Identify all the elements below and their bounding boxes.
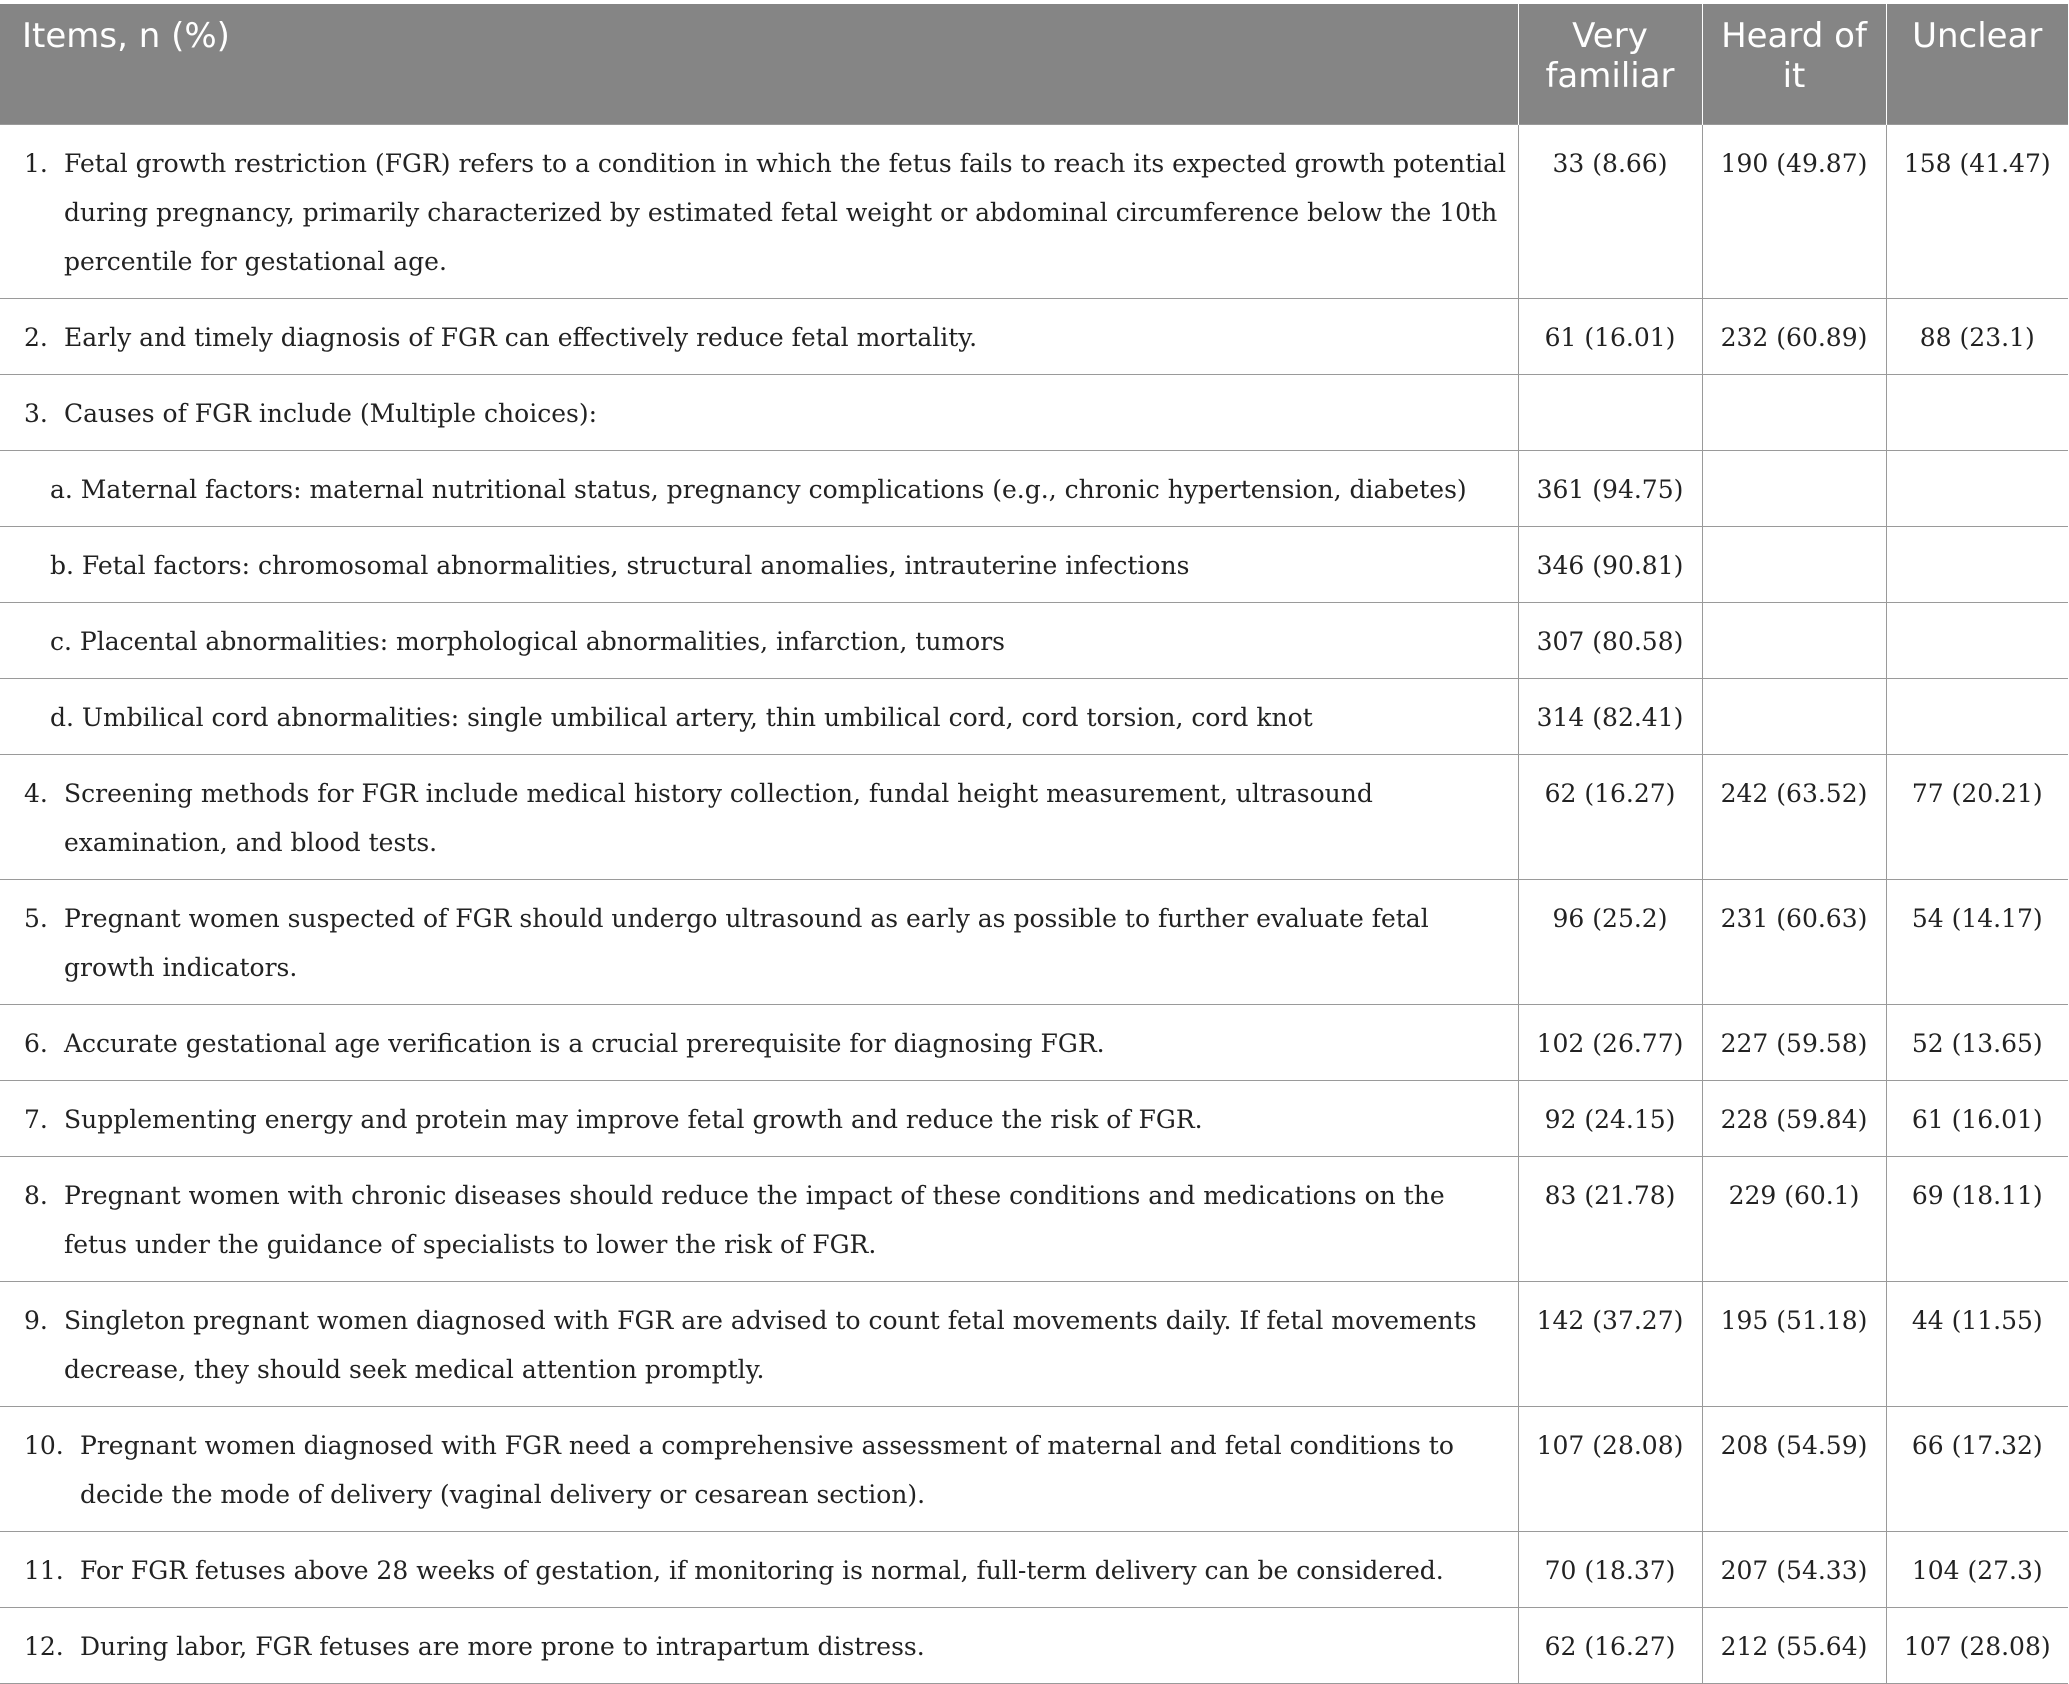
- very-familiar-cell: 96 (25.2): [1518, 880, 1702, 1005]
- unclear-cell: 54 (14.17): [1886, 880, 2068, 1005]
- unclear-cell: [1886, 603, 2068, 679]
- item-number: 2.: [24, 323, 48, 352]
- knowledge-table: [0, 4, 2068, 1684]
- heard-of-it-cell: 208 (54.59): [1702, 1407, 1886, 1532]
- very-familiar-cell: 361 (94.75): [1518, 451, 1702, 527]
- item-text: Pregnant women with chronic diseases should reduce the impact of these conditions and medications on the fetus under the guidance of specialists to lower the risk of FGR.: [64, 1181, 1445, 1259]
- item-text: Early and timely diagnosis of FGR can effectively reduce fetal mortality.: [64, 323, 978, 352]
- item-cell: [0, 375, 1518, 451]
- header-row: [0, 4, 2068, 125]
- table-row: [0, 451, 2068, 527]
- table-row: [0, 527, 2068, 603]
- item-number: 3.: [24, 399, 48, 428]
- item-cell: [0, 880, 1518, 1005]
- unclear-cell: 104 (27.3): [1886, 1532, 2068, 1608]
- table-header: [0, 4, 2068, 125]
- unclear-cell: [1886, 451, 2068, 527]
- very-familiar-cell: 107 (28.08): [1518, 1407, 1702, 1532]
- item-text: Pregnant women diagnosed with FGR need a comprehensive assessment of maternal and fetal conditions to decide the mode of delivery (vaginal delivery or cesarean section).: [80, 1431, 1454, 1509]
- item-number: 1.: [24, 149, 48, 178]
- heard-of-it-cell: [1702, 679, 1886, 755]
- table-row: [0, 679, 2068, 755]
- heard-of-it-cell: 231 (60.63): [1702, 880, 1886, 1005]
- heard-of-it-cell: 228 (59.84): [1702, 1081, 1886, 1157]
- item-number: 9.: [24, 1306, 48, 1335]
- unclear-cell: 107 (28.08): [1886, 1608, 2068, 1684]
- heard-of-it-cell: [1702, 375, 1886, 451]
- item-cell: [0, 527, 1518, 603]
- item-cell: [0, 603, 1518, 679]
- item-text: Supplementing energy and protein may improve fetal growth and reduce the risk of FGR.: [64, 1105, 1203, 1134]
- very-familiar-cell: 346 (90.81): [1518, 527, 1702, 603]
- item-text: Singleton pregnant women diagnosed with FGR are advised to count fetal movements daily. If fetal movements decrease, they should seek medical attention promptly.: [64, 1306, 1477, 1384]
- very-familiar-cell: 70 (18.37): [1518, 1532, 1702, 1608]
- unclear-cell: [1886, 679, 2068, 755]
- table-row: [0, 125, 2068, 299]
- unclear-cell: [1886, 527, 2068, 603]
- heard-of-it-cell: 195 (51.18): [1702, 1282, 1886, 1407]
- item-text: Pregnant women suspected of FGR should undergo ultrasound as early as possible to further evaluate fetal growth indicators.: [64, 904, 1429, 982]
- unclear-cell: 52 (13.65): [1886, 1005, 2068, 1081]
- item-text: c. Placental abnormalities: morphological abnormalities, infarction, tumors: [50, 627, 1005, 656]
- heard-of-it-cell: 232 (60.89): [1702, 299, 1886, 375]
- item-text: Causes of FGR include (Multiple choices):: [64, 399, 597, 428]
- table-row: [0, 880, 2068, 1005]
- item-cell: [0, 755, 1518, 880]
- unclear-cell: 158 (41.47): [1886, 125, 2068, 299]
- item-number: 7.: [24, 1105, 48, 1134]
- item-cell: [0, 125, 1518, 299]
- item-text: Screening methods for FGR include medical history collection, fundal height measurement, ultrasound examination, and blood tests.: [64, 779, 1373, 857]
- table-body: [0, 125, 2068, 1684]
- heard-of-it-cell: 190 (49.87): [1702, 125, 1886, 299]
- item-text: For FGR fetuses above 28 weeks of gestation, if monitoring is normal, full-term delivery can be considered.: [80, 1556, 1444, 1585]
- item-cell: [0, 1608, 1518, 1684]
- very-familiar-cell: 92 (24.15): [1518, 1081, 1702, 1157]
- very-familiar-cell: 62 (16.27): [1518, 755, 1702, 880]
- unclear-cell: 44 (11.55): [1886, 1282, 2068, 1407]
- table-row: [0, 299, 2068, 375]
- table-row: [0, 1532, 2068, 1608]
- table-row: [0, 1005, 2068, 1081]
- unclear-cell: 66 (17.32): [1886, 1407, 2068, 1532]
- very-familiar-cell: 102 (26.77): [1518, 1005, 1702, 1081]
- header-very-familiar: Very familiar: [1518, 4, 1702, 125]
- table-row: [0, 755, 2068, 880]
- item-text: b. Fetal factors: chromosomal abnormalities, structural anomalies, intrauterine infections: [50, 551, 1190, 580]
- item-cell: [0, 1157, 1518, 1282]
- very-familiar-cell: 33 (8.66): [1518, 125, 1702, 299]
- item-text: a. Maternal factors: maternal nutritional status, pregnancy complications (e.g., chronic hypertension, diabetes): [50, 475, 1467, 504]
- unclear-cell: [1886, 375, 2068, 451]
- very-familiar-cell: 314 (82.41): [1518, 679, 1702, 755]
- table-row: [0, 1157, 2068, 1282]
- item-number: 10.: [24, 1431, 64, 1460]
- table-row: [0, 1282, 2068, 1407]
- table-row: [0, 1407, 2068, 1532]
- unclear-cell: 88 (23.1): [1886, 299, 2068, 375]
- item-number: 4.: [24, 779, 48, 808]
- heard-of-it-cell: [1702, 451, 1886, 527]
- heard-of-it-cell: 227 (59.58): [1702, 1005, 1886, 1081]
- item-cell: [0, 451, 1518, 527]
- header-items: Items, n (%): [0, 4, 1518, 125]
- table-row: [0, 1608, 2068, 1684]
- item-number: 12.: [24, 1632, 64, 1661]
- unclear-cell: 61 (16.01): [1886, 1081, 2068, 1157]
- very-familiar-cell: [1518, 375, 1702, 451]
- item-cell: [0, 1005, 1518, 1081]
- very-familiar-cell: 62 (16.27): [1518, 1608, 1702, 1684]
- table-row: [0, 375, 2068, 451]
- item-cell: [0, 1081, 1518, 1157]
- item-number: 5.: [24, 904, 48, 933]
- heard-of-it-cell: 212 (55.64): [1702, 1608, 1886, 1684]
- item-text: d. Umbilical cord abnormalities: single umbilical artery, thin umbilical cord, cord torsion, cord knot: [50, 703, 1313, 732]
- unclear-cell: 77 (20.21): [1886, 755, 2068, 880]
- very-familiar-cell: 307 (80.58): [1518, 603, 1702, 679]
- heard-of-it-cell: [1702, 603, 1886, 679]
- heard-of-it-cell: [1702, 527, 1886, 603]
- very-familiar-cell: 142 (37.27): [1518, 1282, 1702, 1407]
- heard-of-it-cell: 229 (60.1): [1702, 1157, 1886, 1282]
- item-text: Accurate gestational age verification is a crucial prerequisite for diagnosing FGR.: [64, 1029, 1105, 1058]
- heard-of-it-cell: 207 (54.33): [1702, 1532, 1886, 1608]
- heard-of-it-cell: 242 (63.52): [1702, 755, 1886, 880]
- item-cell: [0, 299, 1518, 375]
- item-number: 11.: [24, 1556, 64, 1585]
- item-cell: [0, 1407, 1518, 1532]
- very-familiar-cell: 61 (16.01): [1518, 299, 1702, 375]
- item-text: During labor, FGR fetuses are more prone to intrapartum distress.: [80, 1632, 925, 1661]
- item-cell: [0, 1532, 1518, 1608]
- very-familiar-cell: 83 (21.78): [1518, 1157, 1702, 1282]
- item-cell: [0, 1282, 1518, 1407]
- knowledge-table-container: [0, 4, 2068, 1684]
- item-cell: [0, 679, 1518, 755]
- header-heard-of-it: Heard of it: [1702, 4, 1886, 125]
- unclear-cell: 69 (18.11): [1886, 1157, 2068, 1282]
- item-text: Fetal growth restriction (FGR) refers to a condition in which the fetus fails to reach its expected growth potential during pregnancy, primarily characterized by estimated fetal weight or abdominal circumference below the 10th percentile for gestational age.: [64, 149, 1507, 276]
- item-number: 8.: [24, 1181, 48, 1210]
- item-number: 6.: [24, 1029, 48, 1058]
- table-row: [0, 1081, 2068, 1157]
- header-unclear: Unclear: [1886, 4, 2068, 125]
- table-row: [0, 603, 2068, 679]
